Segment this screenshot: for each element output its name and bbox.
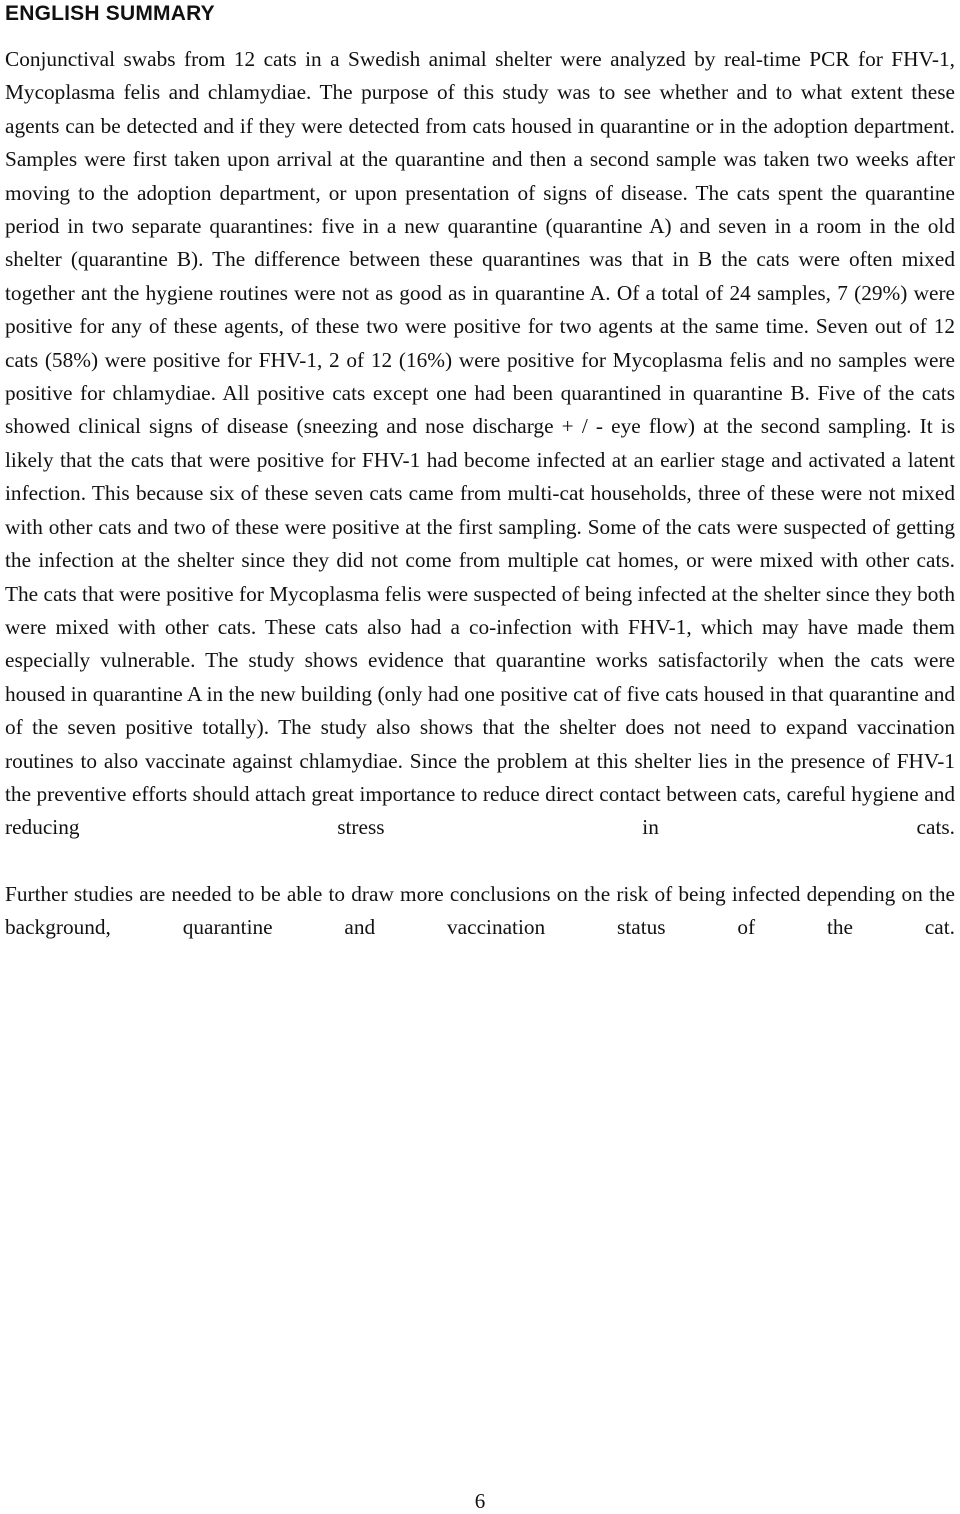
summary-paragraph-2: Further studies are needed to be able to draw more conclusions on the risk of being infected depending on the background, quarantine and vaccination status of the cat. <box>5 881 955 940</box>
summary-paragraph-1: Conjunctival swabs from 12 cats in a Swedish animal shelter were analyzed by real-time PCR for FHV-1, Mycoplasma felis and chlamydiae. The purpose of this study was to see whether and to what extent these agents can be detected and if they were detected from cats housed in quarantine or in the adoption department. Samples were first taken upon arrival at the quarantine and then a second sample was taken two weeks after moving to the adoption department, or upon presentation of signs of disease. The cats spent the quarantine period in two separate quarantines: five in a new quarantine (quarantine A) and seven in a room in the old shelter (quarantine B). The difference between these quarantines was that in B the cats were often mixed together ant the hygiene routines were not as good as in quarantine A. Of a total of 24 samples, 7 (29%) were positive for any of these agents, of these two were positive for two agents at the same time. Seven out of 12 cats (58%) were positive for FHV-1, 2 of 12 (16%) were positive for Mycoplasma felis and no samples were positive for chlamydiae. All positive cats except one had been quarantined in quarantine B. Five of the cats showed clinical signs of disease (sneezing and nose discharge + / - eye flow) at the second sampling. It is likely that the cats that were positive for FHV-1 had become infected at an earlier stage and activated a latent infection. This because six of these seven cats came from multi-cat households, three of these were not mixed with other cats and two of these were positive at the first sampling. Some of the cats were suspected of getting the infection at the shelter since they did not come from multiple cat homes, or were mixed with other cats. The cats that were positive for Mycoplasma felis were suspected of being infected at the shelter since they both were mixed with other cats. These cats also had a co-infection with FHV-1, which may have made them especially vulnerable. The study shows evidence that quarantine works satisfactorily when the cats were housed in quarantine A in the new building (only had one positive cat of five cats housed in that quarantine and of the seven positive totally). The study also shows that the shelter does not need to expand vaccination routines to also vaccinate against chlamydiae. Since the problem at this shelter lies in the presence of FHV-1 the preventive efforts should attach great importance to reduce direct contact between cats, careful hygiene and reducing stress in cats. <box>5 47 955 840</box>
section-heading: ENGLISH SUMMARY <box>5 2 215 25</box>
page-number: 6 <box>474 1489 486 1513</box>
